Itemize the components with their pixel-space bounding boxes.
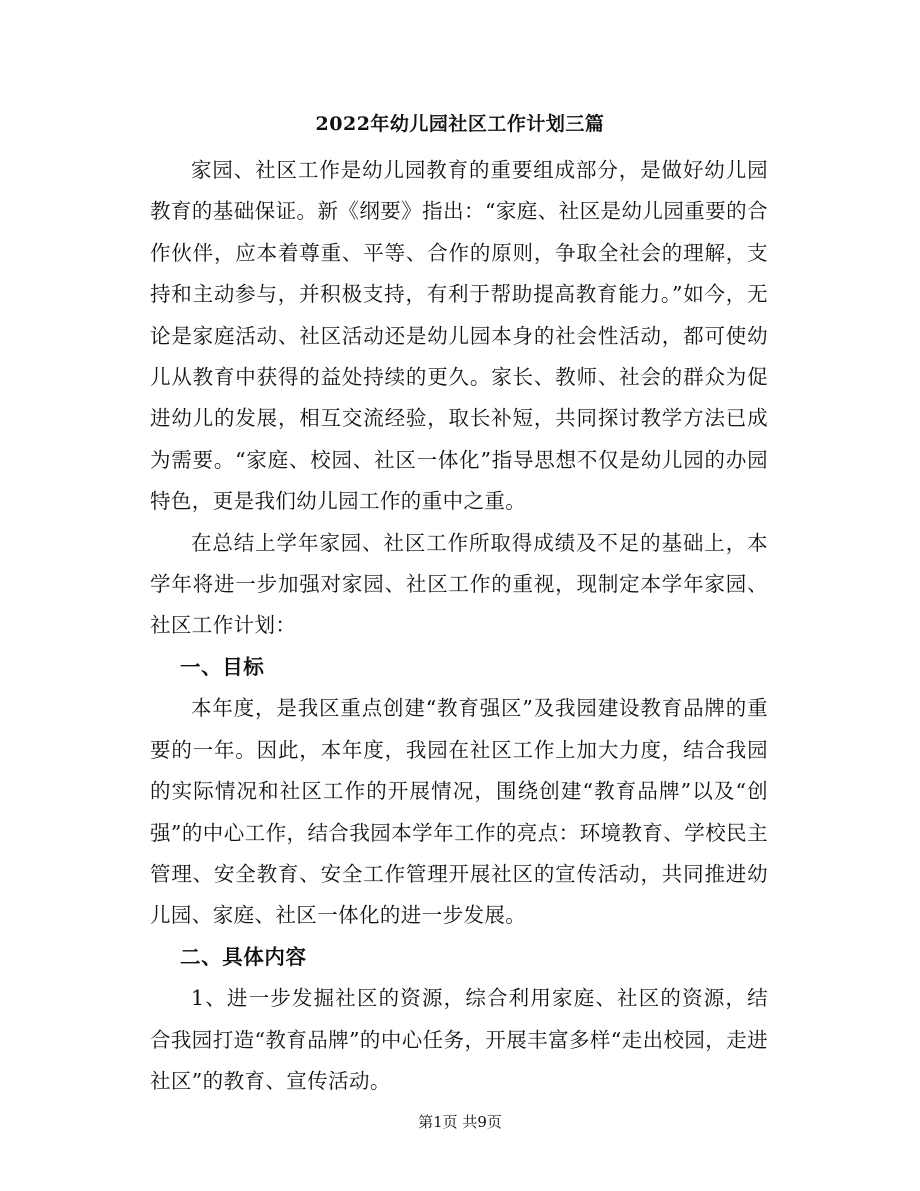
page-number-footer: 第1页 共9页 (418, 1113, 502, 1131)
section-heading-goals: 一、目标 (180, 654, 265, 679)
content-item-1-paragraph: 1、进一步发掘社区的资源，综合利用家庭、社区的资源，结合我园打造“教育品牌”的中心任务，开展丰富多样“走出校园，走进社区”的教育、宣传活动。 (150, 986, 768, 1093)
document-title: 2022年幼儿园社区工作计划三篇 (315, 113, 605, 135)
section-heading-content: 二、具体内容 (180, 944, 307, 969)
document-body (150, 150, 768, 1102)
goals-paragraph: 本年度，是我区重点创建“教育强区”及我园建设教育品牌的重要的一年。因此，本年度，我园在社区工作上加大力度，结合我园的实际情况和社区工作的开展情况，围绕创建“教育品牌”以及“创强”的中心工作，结合我园本学年工作的亮点：环境教育、学校民主管理、安全教育、安全工作管理开展社区的宣传活动，共同推进幼儿园、家庭、社区一体化的进一步发展。 (150, 696, 768, 928)
intro-paragraph: 家园、社区工作是幼儿园教育的重要组成部分，是做好幼儿园教育的基础保证。新《纲要》指出：“家庭、社区是幼儿园重要的合作伙伴，应本着尊重、平等、合作的原则，争取全社会的理解，支持和主动参与，并积极支持，有利于帮助提高教育能力。”如今，无论是家庭活动、社区活动还是幼儿园本身的社会性活动，都可使幼儿从教育中获得的益处持续的更久。家长、教师、社会的群众为促进幼儿的发展，相互交流经验，取长补短，共同探讨教学方法已成为需要。“家庭、校园、社区一体化”指导思想不仅是幼儿园的办园特色，更是我们幼儿园工作的重中之重。 (150, 158, 768, 514)
plan-statement-paragraph: 在总结上学年家园、社区工作所取得成绩及不足的基础上，本学年将进一步加强对家园、社区工作的重视，现制定本学年家园、社区工作计划： (150, 530, 768, 638)
